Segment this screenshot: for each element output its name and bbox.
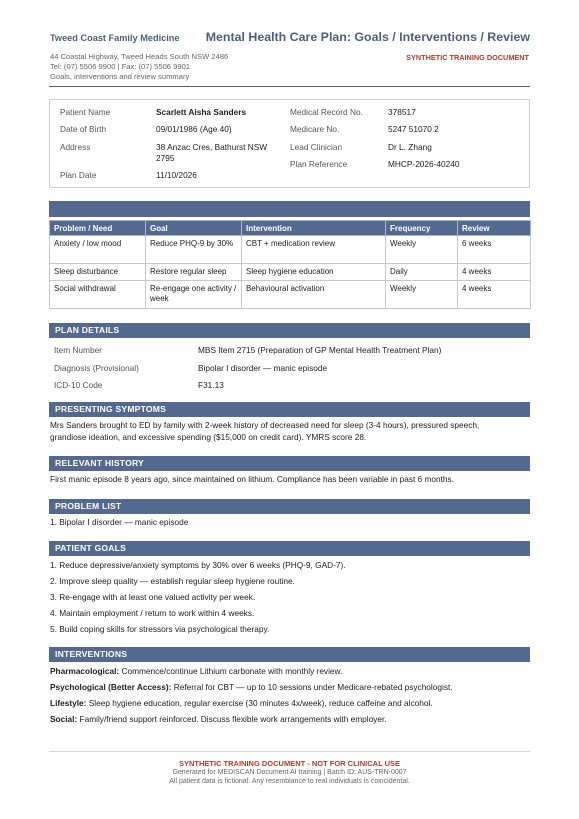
patient-name-label: Patient Name	[60, 107, 111, 117]
intervention-text: Referral for CBT — up to 10 sessions under Medicare-rebated psychologist.	[171, 682, 453, 692]
table-cell: Social withdrawal	[50, 281, 146, 309]
document-header	[49, 0, 530, 88]
problem-list-heading: PROBLEM LIST	[49, 499, 530, 514]
footer-batch-line: Generated for MEDISCAN Document AI training | Batch ID: AUS-TRN-0007	[172, 769, 407, 776]
header-divider	[49, 86, 530, 87]
table-cell: Weekly	[386, 281, 458, 309]
column-header: Goal	[146, 221, 242, 236]
table-cell: 4 weeks	[458, 281, 531, 309]
document-page	[49, 0, 530, 785]
relevant-history-heading: RELEVANT HISTORY	[49, 456, 530, 471]
clinic-name: Tweed Coast Family Medicine	[50, 33, 180, 43]
table-row	[50, 236, 531, 264]
patient-goals-heading: PATIENT GOALS	[49, 541, 530, 556]
plan-date-value: 11/10/2026	[156, 170, 197, 180]
medicare-label: Medicare No.	[290, 124, 340, 134]
intervention-label: Social:	[50, 714, 78, 724]
address-value	[156, 142, 267, 163]
footer-title: SYNTHETIC TRAINING DOCUMENT - NOT FOR CLINICAL USE	[178, 759, 401, 768]
intervention-text: Family/friend support reinforced. Discuss flexible work arrangements with employer.	[77, 714, 387, 724]
presenting-line-1: Mrs Sanders brought to ED by family with 2-week history of decreased need for sleep (3-4 hours), pressured speech,	[50, 420, 480, 430]
relevant-history-text: First manic episode 8 years ago, since maintained on lithium. Compliance has been variable in past 6 months.	[50, 474, 454, 484]
medicare-value: 5247 51070 2	[388, 124, 439, 134]
column-header: Intervention	[242, 221, 386, 236]
intervention-pharmacological	[50, 666, 342, 676]
table-cell: Weekly	[386, 236, 458, 264]
table-cell: 6 weeks	[458, 236, 531, 264]
goal-item: 5. Build coping skills for stressors via psychological therapy.	[50, 624, 270, 634]
table-cell: Sleep disturbance	[50, 264, 146, 281]
plan-ref-label: Plan Reference	[290, 159, 348, 169]
goal-item: 1. Reduce depressive/anxiety symptoms by 30% over 6 weeks (PHQ-9, GAD-7).	[50, 560, 346, 570]
intervention-label: Lifestyle:	[50, 698, 87, 708]
document-subtitle: Goals, interventions and review summary	[50, 71, 190, 81]
goal-item: 2. Improve sleep quality — establish regular sleep hygiene routine.	[50, 576, 295, 586]
intervention-psychological	[50, 682, 453, 692]
intervention-lifestyle	[50, 698, 433, 708]
plan-ref-value: MHCP-2026-40240	[388, 159, 460, 169]
table-row	[50, 281, 531, 309]
section-band-empty	[49, 201, 530, 217]
mrn-label: Medical Record No.	[290, 107, 363, 117]
clinician-value: Dr L. Zhang	[388, 142, 432, 152]
item-number-value: MBS Item 2715 (Preparation of GP Mental Health Treatment Plan)	[198, 345, 442, 355]
goals-table-header-row	[50, 221, 531, 236]
column-header: Review	[458, 221, 531, 236]
icd-code-label: ICD-10 Code	[54, 380, 103, 390]
table-cell: Restore regular sleep	[146, 264, 242, 281]
intervention-label: Pharmacological:	[50, 666, 120, 676]
plan-date-label: Plan Date	[60, 170, 97, 180]
patient-details-box	[49, 99, 530, 188]
diagnosis-value: Bipolar I disorder — manic episode	[198, 363, 328, 373]
clinic-contact: Tel: (07) 5506 9900 | Fax: (07) 5506 9901	[50, 61, 191, 71]
diagnosis-label: Diagnosis (Provisional)	[54, 363, 139, 373]
address-line-1: 38 Anzac Cres, Bathurst NSW	[156, 142, 268, 152]
synthetic-label: SYNTHETIC TRAINING DOCUMENT	[406, 53, 529, 62]
mrn-value: 378517	[388, 107, 416, 117]
goals-table	[49, 220, 531, 309]
presenting-symptoms-text	[50, 420, 530, 443]
table-cell: Behavioural activation	[242, 281, 386, 309]
item-number-label: Item Number	[54, 345, 102, 355]
footer-disclaimer: All patient data is fictional. Any resemblance to real individuals is coincidental.	[169, 778, 410, 785]
address-line-2: 2795	[156, 152, 175, 163]
footer-divider	[49, 751, 530, 752]
table-cell: Re-engage one activity / week	[146, 281, 242, 309]
address-label: Address	[60, 142, 91, 152]
plan-details-heading: PLAN DETAILS	[49, 323, 530, 338]
clinic-address: 44 Coastal Highway, Tweed Heads South NSW 2486	[50, 52, 229, 61]
dob-label: Date of Birth	[60, 124, 107, 134]
intervention-text: Sleep hygiene education, regular exercise (30 minutes 4x/week), reduce caffeine and alcohol.	[86, 698, 433, 708]
table-cell: Sleep hygiene education	[242, 264, 386, 281]
problem-item: 1. Bipolar I disorder — manic episode	[50, 517, 189, 527]
dob-value: 09/01/1986 (Age 40)	[156, 124, 232, 134]
goal-item: 4. Maintain employment / return to work within 4 weeks.	[50, 608, 255, 618]
table-cell: CBT + medication review	[242, 236, 386, 264]
column-header: Problem / Need	[50, 221, 146, 236]
goal-item: 3. Re-engage with at least one valued activity per week.	[50, 592, 256, 602]
column-header: Frequency	[386, 221, 458, 236]
table-row	[50, 264, 531, 281]
document-title: Mental Health Care Plan: Goals / Interventions / Review	[205, 30, 530, 44]
table-cell: 4 weeks	[458, 264, 531, 281]
patient-name: Scarlett Aisha Sanders	[156, 107, 247, 117]
icd-code-value: F31.13	[198, 380, 224, 390]
intervention-label: Psychological (Better Access):	[50, 682, 172, 692]
presenting-symptoms-heading: PRESENTING SYMPTOMS	[49, 402, 530, 417]
table-cell: Reduce PHQ-9 by 30%	[146, 236, 242, 264]
presenting-line-2: grandiose ideation, and excessive spending ($15,000 on credit card). YMRS score 28.	[50, 431, 367, 442]
interventions-heading: INTERVENTIONS	[49, 647, 530, 662]
clinician-label: Lead Clinician	[290, 142, 343, 152]
clinic-address-block	[50, 52, 228, 81]
table-cell: Daily	[386, 264, 458, 281]
table-cell: Anxiety / low mood	[50, 236, 146, 264]
intervention-social	[50, 714, 387, 724]
intervention-text: Commence/continue Lithium carbonate with monthly review.	[119, 666, 343, 676]
